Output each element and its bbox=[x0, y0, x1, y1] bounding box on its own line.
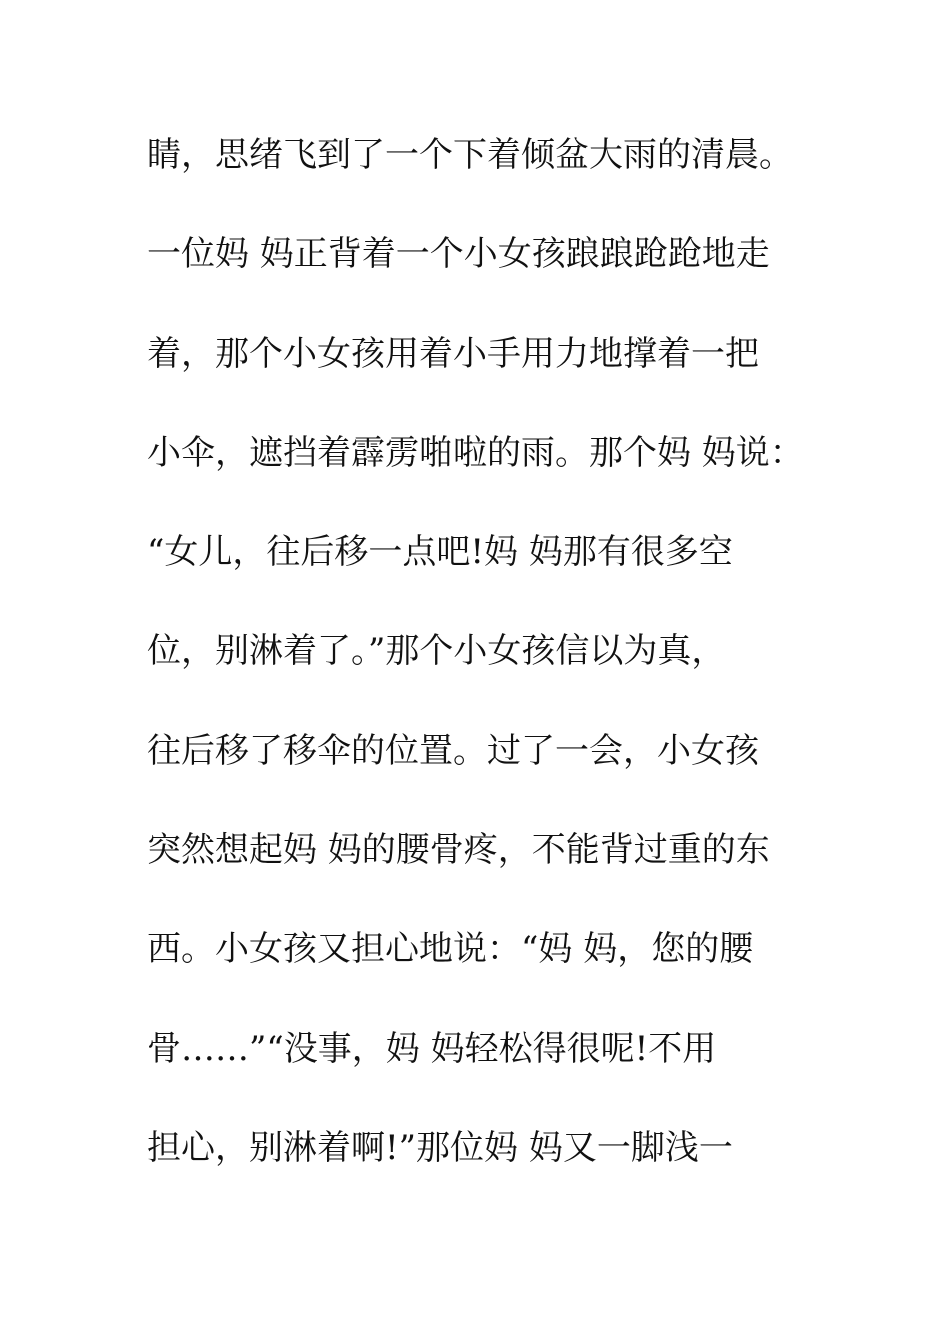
text-line: 突然想起妈 妈的腰骨疼，不能背过重的东 bbox=[147, 830, 770, 871]
text-line: 睛，思绪飞到了一个下着倾盆大雨的清晨。 bbox=[147, 135, 793, 175]
text-line: “女儿，往后移一点吧!妈 妈那有很多空 bbox=[147, 532, 733, 573]
text-line: 骨……”“没事，妈 妈轻松得很呢!不用 bbox=[147, 1028, 717, 1069]
text-line: 着，那个小女孩用着小手用力地撑着一把 bbox=[147, 333, 759, 374]
text-line: 往后移了移伞的位置。过了一会，小女孩 bbox=[147, 730, 759, 771]
text-line: 西。小女孩又担心地说：“妈 妈，您的腰 bbox=[147, 929, 754, 970]
text-line: 位，别淋着了。”那个小女孩信以为真， bbox=[147, 631, 726, 672]
text-line: 担心，别淋着啊!”那位妈 妈又一脚浅一 bbox=[147, 1127, 733, 1168]
text-line: 小伞，遮挡着霹雳啪啦的雨。那个妈 妈说： bbox=[147, 432, 804, 473]
text-line: 一位妈 妈正背着一个小女孩踉踉跄跄地走 bbox=[147, 234, 770, 275]
body-text bbox=[147, 127, 847, 1219]
